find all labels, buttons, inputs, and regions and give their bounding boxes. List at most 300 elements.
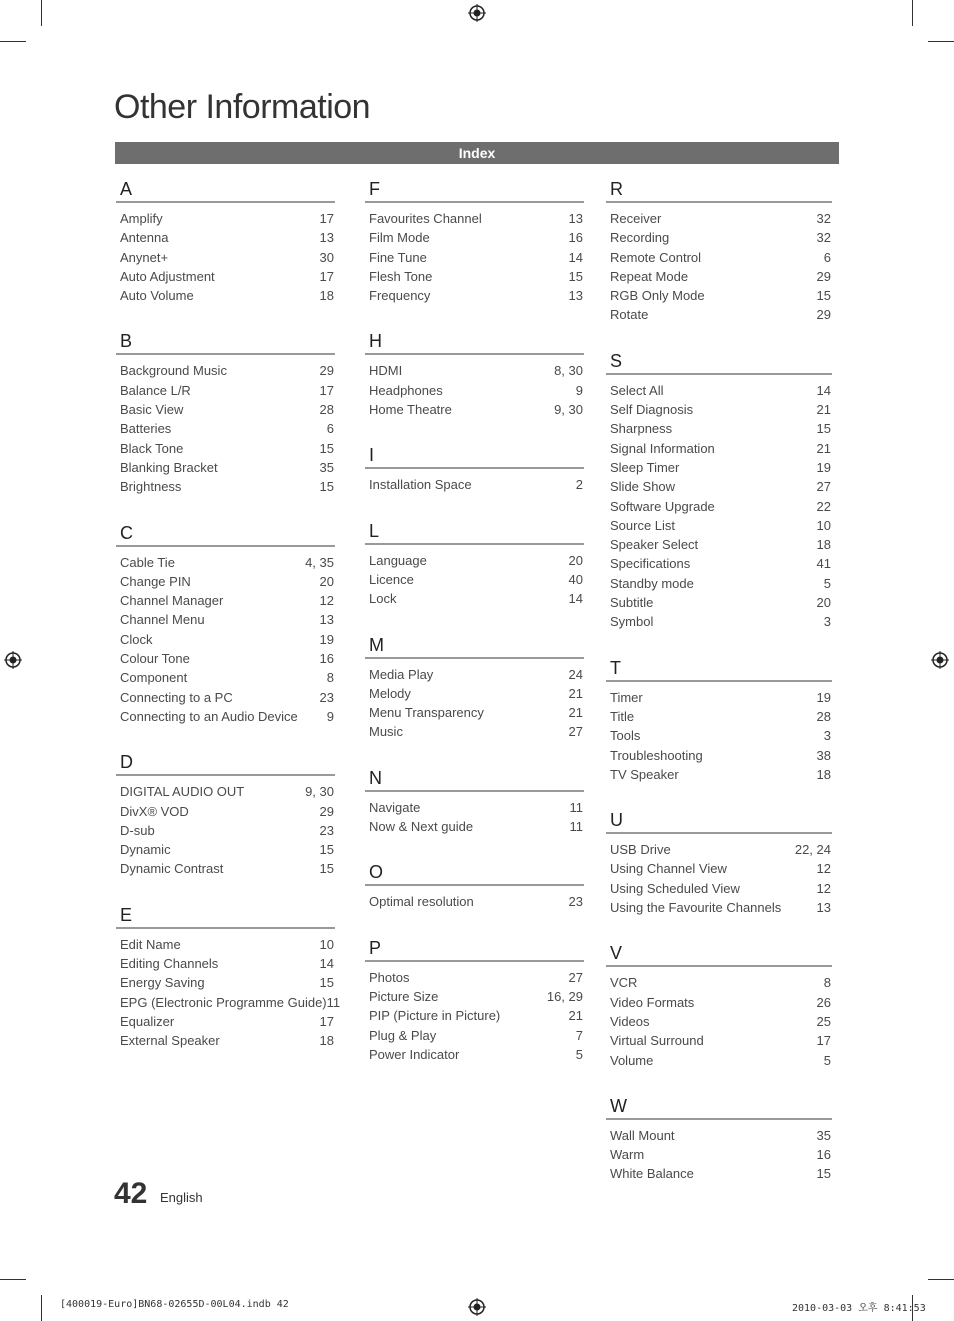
index-section-m xyxy=(365,634,584,742)
entry-term: Speaker Select xyxy=(610,537,699,553)
entry-term: Sharpness xyxy=(610,421,673,437)
index-entry xyxy=(606,879,832,898)
section-letter: S xyxy=(606,350,832,375)
entry-term: Auto Adjustment xyxy=(120,268,215,284)
index-section-l xyxy=(365,520,584,609)
entry-page: 16 xyxy=(568,230,583,246)
entry-page: 27 xyxy=(568,724,583,740)
section-letter: L xyxy=(365,520,584,545)
section-letter: F xyxy=(365,178,584,203)
entry-page: 40 xyxy=(568,571,583,587)
entry-term: Video Formats xyxy=(610,994,695,1010)
entry-page: 16 xyxy=(816,1147,831,1163)
entry-term: Power Indicator xyxy=(369,1046,460,1062)
entry-term: Warm xyxy=(610,1147,645,1163)
index-entry xyxy=(116,707,335,726)
entry-page: 5 xyxy=(823,1052,831,1068)
index-header: Index xyxy=(115,142,839,164)
entry-page: 23 xyxy=(568,894,583,910)
entry-term: Media Play xyxy=(369,666,434,682)
index-entry xyxy=(116,954,335,973)
entry-page: 15 xyxy=(319,440,334,456)
entry-term: Slide Show xyxy=(610,479,676,495)
index-entry xyxy=(116,840,335,859)
index-section-e xyxy=(116,904,341,1051)
entry-page: 21 xyxy=(816,440,831,456)
entry-term: White Balance xyxy=(610,1166,694,1182)
entry-term: Amplify xyxy=(120,211,163,226)
entry-term: Self Diagnosis xyxy=(610,402,694,418)
entry-page: 17 xyxy=(319,1013,334,1029)
entry-page: 11 xyxy=(326,994,341,1010)
entry-term: Symbol xyxy=(610,614,654,630)
index-entry xyxy=(606,381,832,400)
entry-page: 24 xyxy=(568,666,583,682)
entry-page: 17 xyxy=(319,268,334,284)
entry-term: Timer xyxy=(610,689,643,705)
crop-mark xyxy=(912,0,913,26)
index-entry xyxy=(365,361,584,380)
entry-term: Favourites Channel xyxy=(369,211,482,226)
crop-mark xyxy=(928,41,954,42)
entry-page: 6 xyxy=(326,421,334,437)
section-letter: I xyxy=(365,444,584,469)
entry-term: Volume xyxy=(610,1052,654,1068)
index-entry xyxy=(365,1026,584,1045)
entry-page: 30 xyxy=(319,249,334,265)
index-entry xyxy=(116,1012,335,1031)
index-entry xyxy=(606,400,832,419)
entry-term: Lock xyxy=(369,591,397,607)
entry-list xyxy=(116,547,335,727)
entry-page: 28 xyxy=(319,402,334,418)
entry-term: Menu Transparency xyxy=(369,705,484,721)
index-entry xyxy=(606,898,832,917)
entry-page: 28 xyxy=(816,708,831,724)
index-entry xyxy=(116,439,335,458)
entry-term: Component xyxy=(120,670,188,686)
entry-page: 8, 30 xyxy=(554,363,583,379)
entry-term: Clock xyxy=(120,631,153,647)
index-entry xyxy=(116,381,335,400)
entry-page: 5 xyxy=(575,1046,583,1062)
entry-term: Source List xyxy=(610,517,676,533)
entry-list xyxy=(365,886,584,911)
entry-page: 20 xyxy=(816,595,831,611)
index-section-n xyxy=(365,767,584,837)
entry-page: 20 xyxy=(319,573,334,589)
entry-page: 18 xyxy=(816,766,831,782)
entry-list xyxy=(116,776,335,878)
index-entry xyxy=(116,782,335,801)
index-section-r xyxy=(606,178,832,325)
index-entry xyxy=(606,1051,832,1070)
index-entry xyxy=(606,1164,832,1183)
entry-term: Repeat Mode xyxy=(610,268,689,284)
index-entry xyxy=(606,993,832,1012)
entry-page: 12 xyxy=(816,861,831,877)
index-column-2 xyxy=(365,178,584,1089)
entry-list xyxy=(606,1120,832,1184)
entry-page: 17 xyxy=(816,1033,831,1049)
section-letter: A xyxy=(116,178,335,203)
entry-page: 7 xyxy=(575,1027,583,1043)
index-entry xyxy=(116,859,335,878)
section-letter: T xyxy=(606,657,832,682)
entry-list xyxy=(116,355,335,496)
index-entry xyxy=(365,248,584,267)
index-entry xyxy=(606,286,832,305)
print-file-info: [400019-Euro]BN68-02655D-00L04.indb 42 xyxy=(60,1299,289,1310)
entry-term: Troubleshooting xyxy=(610,747,703,763)
entry-term: Tools xyxy=(610,728,641,744)
section-letter: P xyxy=(365,937,584,962)
index-section-s xyxy=(606,350,832,632)
index-entry xyxy=(116,630,335,649)
index-entry xyxy=(116,993,341,1012)
crop-mark xyxy=(0,1279,26,1280)
entry-page: 21 xyxy=(816,402,831,418)
index-entry xyxy=(365,722,584,741)
entry-term: Select All xyxy=(610,382,664,398)
index-section-p xyxy=(365,937,584,1064)
entry-page: 21 xyxy=(568,1008,583,1024)
entry-list xyxy=(365,545,584,609)
index-entry xyxy=(606,1145,832,1164)
index-entry xyxy=(365,798,584,817)
index-entry xyxy=(365,286,584,305)
entry-term: Brightness xyxy=(120,479,182,495)
index-column-3 xyxy=(606,178,832,1209)
crop-mark xyxy=(928,1279,954,1280)
entry-page: 20 xyxy=(568,552,583,568)
entry-list xyxy=(606,834,832,917)
entry-term: Change PIN xyxy=(120,573,191,589)
entry-page: 35 xyxy=(816,1127,831,1143)
entry-term: Rotate xyxy=(610,307,649,323)
index-entry xyxy=(116,688,335,707)
page-language: English xyxy=(160,1190,203,1205)
entry-term: VCR xyxy=(610,975,638,991)
entry-page: 10 xyxy=(319,936,334,952)
index-entry xyxy=(606,593,832,612)
entry-page: 29 xyxy=(816,268,831,284)
entry-list xyxy=(116,929,341,1051)
index-entry xyxy=(365,475,584,494)
index-entry xyxy=(116,419,335,438)
entry-page: 16 xyxy=(319,651,334,667)
crosshair-registration-icon xyxy=(4,651,22,669)
index-section-v xyxy=(606,942,832,1069)
index-entry xyxy=(116,973,335,992)
entry-term: Language xyxy=(369,552,427,568)
entry-term: Antenna xyxy=(120,230,169,246)
entry-page: 16, 29 xyxy=(546,988,583,1004)
entry-term: Signal Information xyxy=(610,440,715,456)
entry-term: Editing Channels xyxy=(120,956,219,972)
entry-page: 29 xyxy=(816,307,831,323)
index-entry xyxy=(606,840,832,859)
entry-list xyxy=(606,375,832,632)
entry-term: Using the Favourite Channels xyxy=(610,900,782,916)
entry-list xyxy=(365,962,584,1064)
entry-term: Auto Volume xyxy=(120,288,194,304)
entry-page: 23 xyxy=(319,689,334,705)
entry-term: Basic View xyxy=(120,402,184,418)
entry-page: 13 xyxy=(319,230,334,246)
section-letter: W xyxy=(606,1095,832,1120)
entry-page: 15 xyxy=(568,268,583,284)
entry-term: Colour Tone xyxy=(120,651,190,667)
entry-term: HDMI xyxy=(369,363,403,379)
entry-term: External Speaker xyxy=(120,1033,220,1049)
entry-term: Optimal resolution xyxy=(369,894,474,910)
entry-page: 9 xyxy=(575,382,583,398)
index-entry xyxy=(606,1031,832,1050)
entry-term: Balance L/R xyxy=(120,382,191,398)
index-entry xyxy=(606,497,832,516)
entry-term: Sleep Timer xyxy=(610,459,680,475)
section-letter: O xyxy=(365,861,584,886)
entry-page: 9, 30 xyxy=(305,784,334,800)
index-section-b xyxy=(116,330,335,496)
entry-page: 5 xyxy=(823,575,831,591)
index-entry xyxy=(365,817,584,836)
entry-page: 10 xyxy=(816,517,831,533)
crop-mark xyxy=(41,0,42,26)
entry-page: 21 xyxy=(568,705,583,721)
index-entry xyxy=(365,665,584,684)
index-entry xyxy=(365,400,584,419)
entry-term: TV Speaker xyxy=(610,766,679,782)
entry-term: DivX® VOD xyxy=(120,803,189,819)
entry-term: USB Drive xyxy=(610,842,671,858)
index-entry xyxy=(365,228,584,247)
entry-page: 2 xyxy=(575,477,583,493)
entry-term: Picture Size xyxy=(369,988,439,1004)
index-entry xyxy=(365,267,584,286)
entry-term: Remote Control xyxy=(610,249,702,265)
entry-term: Background Music xyxy=(120,363,227,379)
entry-page: 14 xyxy=(568,249,583,265)
index-entry xyxy=(606,516,832,535)
entry-term: Dynamic Contrast xyxy=(120,861,224,877)
entry-term: Plug & Play xyxy=(369,1027,437,1043)
entry-list xyxy=(116,203,335,305)
index-section-u xyxy=(606,809,832,917)
entry-page: 3 xyxy=(823,614,831,630)
index-entry xyxy=(365,1045,584,1064)
index-entry xyxy=(365,968,584,987)
entry-term: Home Theatre xyxy=(369,402,452,418)
index-entry xyxy=(606,574,832,593)
index-entry xyxy=(116,1031,335,1050)
index-entry xyxy=(365,570,584,589)
index-entry xyxy=(606,535,832,554)
index-entry xyxy=(606,707,832,726)
index-entry xyxy=(365,1006,584,1025)
index-entry xyxy=(606,209,832,228)
index-entry xyxy=(116,935,335,954)
entry-page: 35 xyxy=(319,459,334,475)
crop-mark xyxy=(0,41,26,42)
entry-term: RGB Only Mode xyxy=(610,288,705,304)
index-entry xyxy=(116,400,335,419)
index-entry xyxy=(606,267,832,286)
index-entry xyxy=(606,248,832,267)
entry-term: Recording xyxy=(610,230,670,246)
index-entry xyxy=(116,248,335,267)
entry-term: DIGITAL AUDIO OUT xyxy=(120,784,245,800)
entry-term: Software Upgrade xyxy=(610,498,715,514)
index-entry xyxy=(116,802,335,821)
section-letter: C xyxy=(116,522,335,547)
entry-page: 11 xyxy=(569,799,583,815)
index-entry xyxy=(116,286,335,305)
index-entry xyxy=(365,209,584,228)
index-entry xyxy=(365,589,584,608)
page-title: Other Information xyxy=(114,88,371,126)
entry-page: 14 xyxy=(816,382,831,398)
entry-term: Connecting to an Audio Device xyxy=(120,708,298,724)
entry-page: 32 xyxy=(816,230,831,246)
index-entry xyxy=(606,439,832,458)
index-entry xyxy=(606,477,832,496)
entry-page: 19 xyxy=(319,631,334,647)
entry-term: Videos xyxy=(610,1013,650,1029)
index-entry xyxy=(606,973,832,992)
entry-page: 27 xyxy=(816,479,831,495)
entry-page: 3 xyxy=(823,728,831,744)
index-section-o xyxy=(365,861,584,911)
entry-page: 13 xyxy=(816,900,831,916)
entry-list xyxy=(606,682,832,784)
entry-term: Photos xyxy=(369,969,410,985)
index-section-d xyxy=(116,751,335,878)
entry-term: Connecting to a PC xyxy=(120,689,233,705)
section-letter: B xyxy=(116,330,335,355)
entry-page: 25 xyxy=(816,1013,831,1029)
index-entry xyxy=(606,688,832,707)
entry-term: Title xyxy=(610,708,635,724)
entry-term: Energy Saving xyxy=(120,975,205,991)
section-letter: R xyxy=(606,178,832,203)
entry-term: Frequency xyxy=(369,288,431,304)
entry-page: 22, 24 xyxy=(794,842,831,858)
entry-page: 17 xyxy=(319,211,334,226)
index-entry xyxy=(606,554,832,573)
index-entry xyxy=(606,765,832,784)
index-entry xyxy=(116,477,335,496)
entry-page: 11 xyxy=(569,819,583,835)
index-entry xyxy=(365,892,584,911)
entry-term: Specifications xyxy=(610,556,691,572)
entry-term: Film Mode xyxy=(369,230,430,246)
entry-page: 29 xyxy=(319,803,334,819)
section-letter: N xyxy=(365,767,584,792)
entry-term: Virtual Surround xyxy=(610,1033,704,1049)
entry-list xyxy=(365,355,584,419)
entry-term: Channel Manager xyxy=(120,593,224,609)
entry-page: 26 xyxy=(816,994,831,1010)
index-entry xyxy=(606,1126,832,1145)
entry-term: Equalizer xyxy=(120,1013,175,1029)
entry-page: 15 xyxy=(319,842,334,858)
entry-page: 18 xyxy=(319,1033,334,1049)
index-entry xyxy=(116,821,335,840)
entry-term: Using Channel View xyxy=(610,861,727,877)
entry-page: 18 xyxy=(816,537,831,553)
entry-page: 12 xyxy=(319,593,334,609)
entry-page: 29 xyxy=(319,363,334,379)
index-entry xyxy=(365,987,584,1006)
section-letter: H xyxy=(365,330,584,355)
entry-page: 13 xyxy=(568,288,583,304)
entry-page: 15 xyxy=(319,479,334,495)
index-entry xyxy=(606,612,832,631)
entry-page: 15 xyxy=(319,861,334,877)
index-entry xyxy=(365,684,584,703)
index-entry xyxy=(116,209,335,228)
entry-list xyxy=(365,203,584,305)
index-entry xyxy=(606,419,832,438)
entry-page: 13 xyxy=(568,211,583,226)
entry-page: 8 xyxy=(823,975,831,991)
page-number: 42 xyxy=(114,1177,148,1210)
index-entry xyxy=(116,572,335,591)
entry-list xyxy=(606,203,832,325)
entry-page: 14 xyxy=(319,956,334,972)
entry-term: Installation Space xyxy=(369,477,472,493)
index-entry xyxy=(116,649,335,668)
index-entry xyxy=(606,746,832,765)
index-entry xyxy=(116,591,335,610)
index-entry xyxy=(606,726,832,745)
entry-term: Melody xyxy=(369,685,411,701)
entry-term: Headphones xyxy=(369,382,443,398)
entry-term: Blanking Bracket xyxy=(120,459,218,475)
section-letter: E xyxy=(116,904,335,929)
entry-page: 15 xyxy=(816,421,831,437)
entry-page: 38 xyxy=(816,747,831,763)
entry-page: 12 xyxy=(816,880,831,896)
index-column-1 xyxy=(116,178,341,1076)
index-entry xyxy=(116,668,335,687)
entry-term: Channel Menu xyxy=(120,612,205,628)
entry-list xyxy=(606,967,832,1069)
print-timestamp: 2010-03-03 오후 8:41:53 xyxy=(792,1303,926,1314)
entry-page: 15 xyxy=(319,975,334,991)
entry-page: 41 xyxy=(816,556,831,572)
index-entry xyxy=(606,228,832,247)
entry-term: Receiver xyxy=(610,211,662,226)
index-entry xyxy=(606,1012,832,1031)
entry-term: Music xyxy=(369,724,403,740)
index-section-c xyxy=(116,522,335,727)
entry-term: Anynet+ xyxy=(120,249,169,265)
entry-term: Subtitle xyxy=(610,595,654,611)
entry-page: 27 xyxy=(568,969,583,985)
index-entry xyxy=(116,228,335,247)
entry-page: 15 xyxy=(816,1166,831,1182)
section-letter: M xyxy=(365,634,584,659)
crosshair-registration-icon xyxy=(931,651,949,669)
index-section-t xyxy=(606,657,832,784)
entry-term: Wall Mount xyxy=(610,1127,675,1143)
crop-mark xyxy=(41,1295,42,1321)
entry-term: Standby mode xyxy=(610,575,694,591)
entry-term: D-sub xyxy=(120,822,155,838)
